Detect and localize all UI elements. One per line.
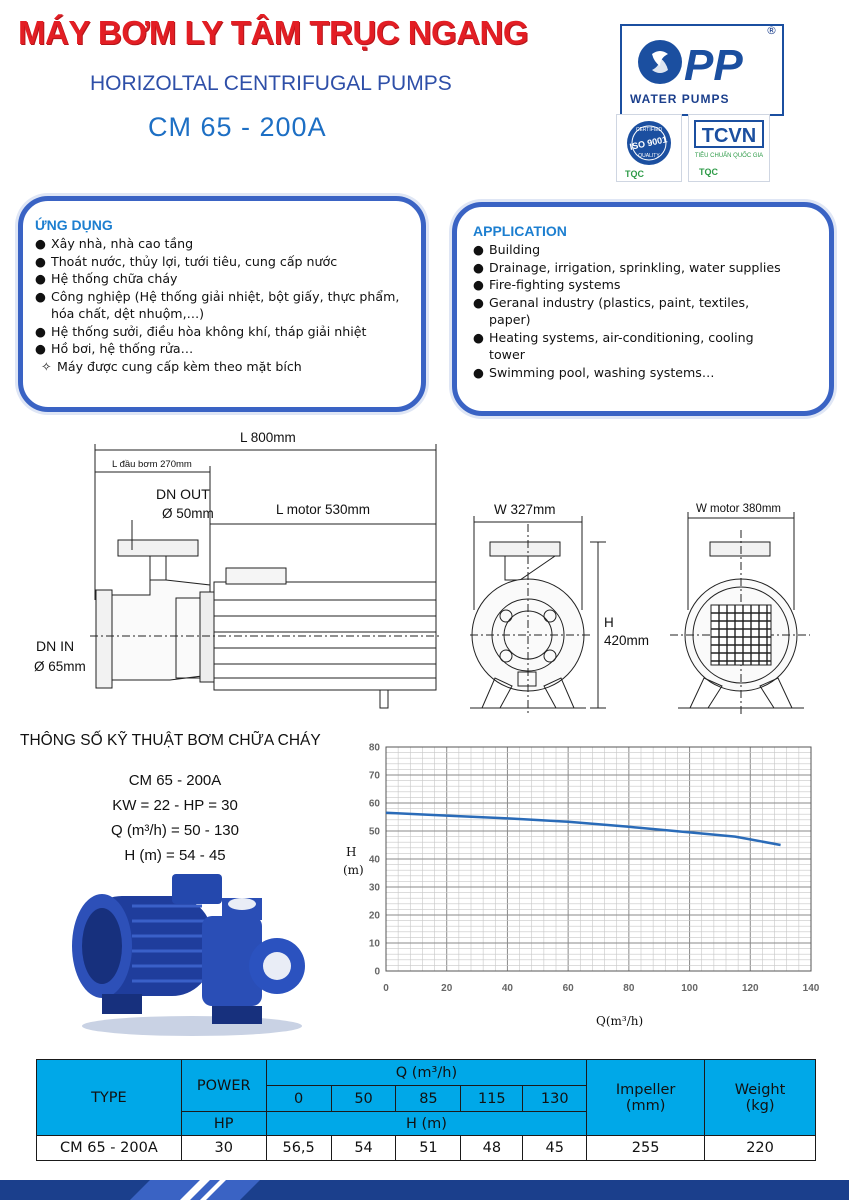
dn-in-diameter: Ø 65mm [34,659,86,674]
weight-header: Weight (kg) [705,1060,816,1136]
logo-subtitle: WATER PUMPS [630,92,730,106]
q-value-cell: 115 [461,1086,523,1112]
svg-text:CERTIFIED: CERTIFIED [635,127,663,133]
chart-y-tick-label: 10 [368,938,380,950]
h-value-cell: 56,5 [266,1136,331,1161]
chart-series-line [386,813,781,845]
h-value-cell: 45 [523,1136,587,1161]
chart-y-tick-label: 50 [368,826,380,838]
list-item: ● Geranal industry (plastics, paint, textiles, paper) [473,294,750,327]
application-en-panel [452,202,834,416]
title-english: HORIZOLTAL CENTRIFUGAL PUMPS [90,72,452,95]
bottom-decorative-band [0,1172,849,1200]
chart-y-tick-label: 80 [368,742,380,754]
model-title: CM 65 - 200A [148,112,327,142]
iso-certificate-badge [616,114,682,182]
application-en-list [473,241,829,381]
list-item: ● Thoát nước, thủy lợi, tưới tiêu, cung cấp nước [35,253,338,269]
fan-grille-icon [711,605,771,665]
chart-y-tick-label: 0 [374,966,380,978]
dn-out-label: DN OUT [156,486,210,502]
width-label: W 327mm [494,502,556,517]
chart-x-tick-label: 60 [562,983,574,994]
chart-x-tick-label: 120 [741,983,759,994]
pump-head-length-label: L đầu bơm 270mm [112,459,192,470]
chart-x-tick-label: 80 [623,983,635,994]
head-header: H (m) [266,1112,587,1136]
chart-grid [386,747,811,971]
title-vietnamese: MÁY BƠM LY TÂM TRỤC NGANG [18,14,529,51]
svg-text:TIÊU CHUẨN QUỐC GIA: TIÊU CHUẨN QUỐC GIA [694,153,764,159]
chart-x-axis-label: Q(m³/h) [596,1014,644,1028]
dn-in-label: DN IN [36,638,75,654]
chart-y-tick-label: 60 [368,798,380,810]
chart-y-tick-label: 20 [368,910,380,922]
list-item: ● Hệ thống chữa cháy [35,271,178,286]
list-item: ● Heating systems, air-conditioning, cooling tower [473,329,754,362]
note-item: ✧ Máy được cung cấp kèm theo mặt bích [41,358,302,374]
svg-text:TQC: TQC [625,169,644,179]
list-item: ● Fire-fighting systems [473,277,621,292]
hp-header: HP [181,1112,266,1136]
type-header: TYPE [37,1060,182,1136]
chart-y-tick-label: 70 [368,770,380,782]
power-header: POWER [181,1060,266,1112]
list-item: ● Drainage, irrigation, sprinkling, water supplies [473,259,781,275]
weight-cell: 220 [705,1136,816,1161]
application-en-heading: APPLICATION [473,223,567,239]
list-item: ● Công nghiệp (Hệ thống giải nhiệt, bột giấy, thực phẩm, hóa chất, dệt nhuộm,…) [35,288,400,321]
list-item: ● Swimming pool, washing systems… [473,364,715,380]
application-vn-heading: ỨNG DỤNG [35,217,113,233]
list-item: ● Xây nhà, nhà cao tầng [35,236,194,251]
height-value: 420mm [604,633,650,648]
brand-text: PP [684,41,743,90]
tcvn-certificate-badge [688,114,770,182]
svg-text:QUALITY: QUALITY [638,153,660,159]
motor-width-label: W motor 380mm [696,503,781,515]
svg-text:TQC: TQC [699,167,718,177]
application-vn-panel [18,196,426,412]
table-row [37,1136,816,1161]
performance-chart [326,736,826,1036]
spec-title: THÔNG SỐ KỸ THUẬT BƠM CHỮA CHÁY [20,732,321,749]
total-length-label: L 800mm [240,430,296,445]
chart-x-tick-label: 20 [441,983,453,994]
impeller-cell: 255 [587,1136,705,1161]
hp-cell: 30 [181,1136,266,1161]
chart-y-tick-label: 40 [368,854,380,866]
spec-flow: Q (m³/h) = 50 - 130 [111,822,239,839]
registered-mark: ® [766,24,777,37]
chart-y-tick-label: 30 [368,882,380,894]
chart-x-tick-label: 100 [681,983,698,994]
spec-model: CM 65 - 200A [128,772,222,789]
chart-y-axis-label-line: (m) [343,863,364,877]
chart-y-axis-label-line: H [346,845,357,859]
chart-x-tick-label: 0 [383,983,389,994]
list-item: ● Hệ thống sưởi, điều hòa không khí, tháp giải nhiệt [35,323,367,339]
chart-x-tick-label: 140 [802,983,820,994]
spec-power: KW = 22 - HP = 30 [112,797,238,814]
svg-text:TCVN: TCVN [701,125,757,147]
list-item: ● Building [473,242,541,257]
q-value-cell: 50 [331,1086,396,1112]
chart-x-tick-label: 40 [501,983,513,994]
q-value-cell: 0 [266,1086,331,1112]
type-cell: CM 65 - 200A [37,1136,182,1161]
spec-table [36,1059,816,1161]
dn-out-diameter: Ø 50mm [162,506,214,521]
q-value-cell: 85 [396,1086,461,1112]
h-value-cell: 51 [396,1136,461,1161]
application-vn-list [35,235,421,375]
pump-illustration [62,866,312,1040]
height-label: H [604,615,614,630]
flow-header: Q (m³/h) [266,1060,587,1086]
chart-y-axis-label [343,845,364,877]
h-value-cell: 54 [331,1136,396,1161]
svg-text:ISO 9001: ISO 9001 [628,134,669,152]
h-value-cell: 48 [461,1136,523,1161]
impeller-header: Impeller (mm) [587,1060,705,1136]
spec-head: H (m) = 54 - 45 [124,847,226,864]
motor-length-label: L motor 530mm [276,502,371,517]
q-value-cell: 130 [523,1086,587,1112]
list-item: ● Hồ bơi, hệ thống rửa… [35,341,194,356]
